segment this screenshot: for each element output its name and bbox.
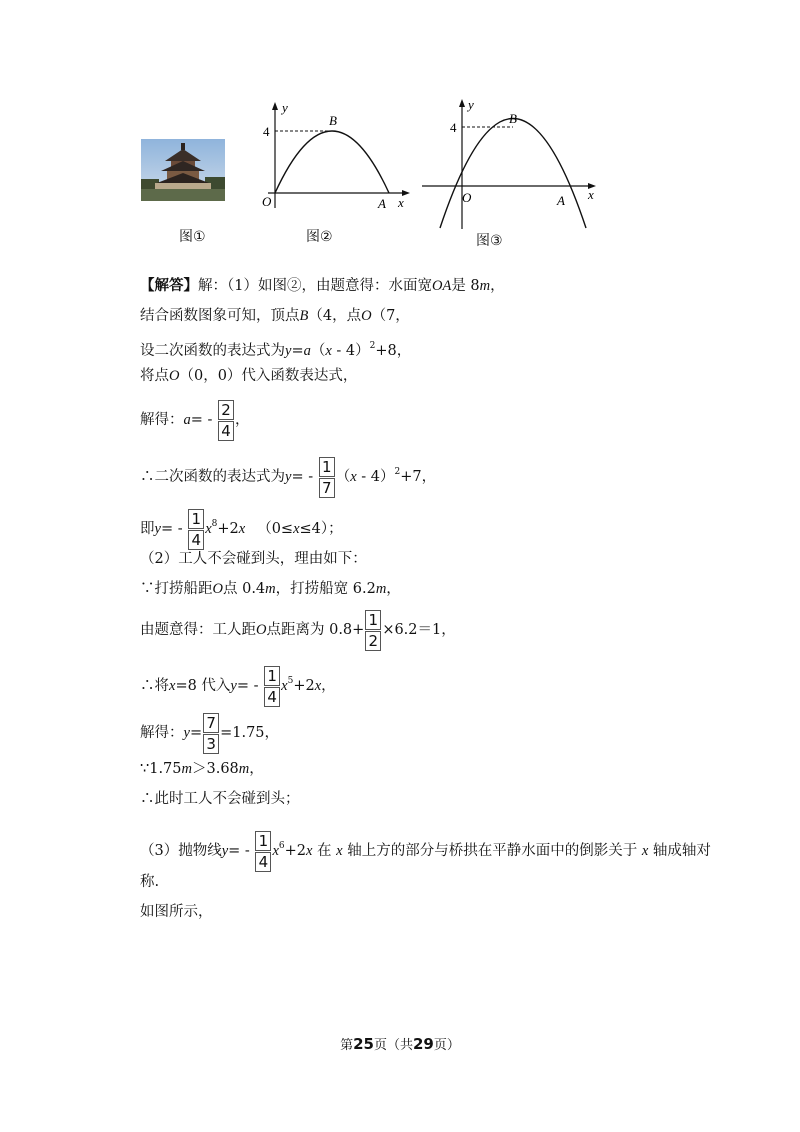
page-footer: 第25页（共29页） xyxy=(340,1035,460,1053)
answer-line-9: ∵打捞船距O点 0.4m，打捞船宽 6.2m， xyxy=(140,581,401,597)
fraction: $\frac{1}{4}$ xyxy=(264,666,280,707)
figure-3-caption: 图③ xyxy=(476,233,503,249)
fraction: $\frac{1}{4}$ xyxy=(188,509,204,550)
fig3-y-label: y xyxy=(468,97,474,112)
answer-line-8: （2）工人不会碰到头，理由如下： xyxy=(140,551,367,567)
answer-line-2: 结合函数图象可知，顶点B（4，点O（7， xyxy=(140,308,410,324)
fig3-origin-label: O xyxy=(462,190,472,205)
answer-line-17: 如图所示， xyxy=(140,904,213,920)
answer-line-4: 将点O（0，0）代入函数表达式， xyxy=(140,368,358,384)
figure-2-graph xyxy=(258,98,418,216)
fig2-a-label: A xyxy=(378,196,386,211)
answer-line-1: 【解答】解：（1）如图②，由题意得：水面宽OA是 8m， xyxy=(140,277,505,294)
answer-label: 【解答】 xyxy=(140,277,198,294)
pavilion-photo xyxy=(141,139,225,201)
fig3-a-label: A xyxy=(557,193,565,208)
figure-2-caption: 图② xyxy=(306,229,333,245)
answer-line-15: （3）抛物线y= - $\frac{1}{4}$ $x^6+2x$ 在 x 轴上方的部分与桥拱在平静水面中的倒影关于 x 轴成轴对 xyxy=(140,831,711,871)
total-pages: 29 xyxy=(413,1035,434,1053)
fig2-x-label: x xyxy=(398,195,404,210)
page-number: 25 xyxy=(353,1035,374,1053)
fig3-x-label: x xyxy=(588,187,594,202)
fig2-b-label: B xyxy=(329,113,337,128)
answer-line-13: ∵1.75m＞3.68m， xyxy=(140,761,264,777)
figure-1-caption: 图① xyxy=(179,229,206,245)
fig2-origin-label: O xyxy=(262,194,272,209)
answer-line-5: 解得：a= - $\frac{2}{4}$ ， xyxy=(140,400,250,440)
answer-line-3: 设二次函数的表达式为y=a（x - 4）$^2$+8， xyxy=(140,341,412,359)
fig3-b-label: B xyxy=(509,111,517,126)
answer-line-11: ∴将x=8 代入y= - $\frac{1}{4}$ $x^5+2x$， xyxy=(140,666,336,706)
fig3-tick-4: 4 xyxy=(450,120,457,135)
answer-line-7: 即y= - $\frac{1}{4}$ $x^8+2x$ （0≤x≤4）； xyxy=(140,509,343,549)
answer-line-6: ∴二次函数的表达式为y= - $\frac{1}{7}$ （x - 4）$^2$+7， xyxy=(140,457,437,497)
figure-3-graph xyxy=(420,93,605,233)
fraction: $\frac{1}{4}$ xyxy=(255,831,271,872)
answer-line-14: ∴此时工人不会碰到头； xyxy=(140,791,300,807)
fraction: $\frac{1}{7}$ xyxy=(319,457,335,498)
fig2-y-label: y xyxy=(282,100,288,115)
fraction: $\frac{7}{3}$ xyxy=(203,713,219,754)
fig2-tick-4: 4 xyxy=(263,124,270,139)
answer-line-16: 称. xyxy=(140,874,160,890)
fraction: $\frac{1}{2}$ xyxy=(365,610,381,651)
answer-line-10: 由题意得：工人距O点距离为 0.8+ $\frac{1}{2}$ ×6.2＝1， xyxy=(140,610,456,650)
fraction: $\frac{2}{4}$ xyxy=(218,400,234,441)
answer-line-12: 解得：y= $\frac{7}{3}$ =1.75， xyxy=(140,713,280,753)
